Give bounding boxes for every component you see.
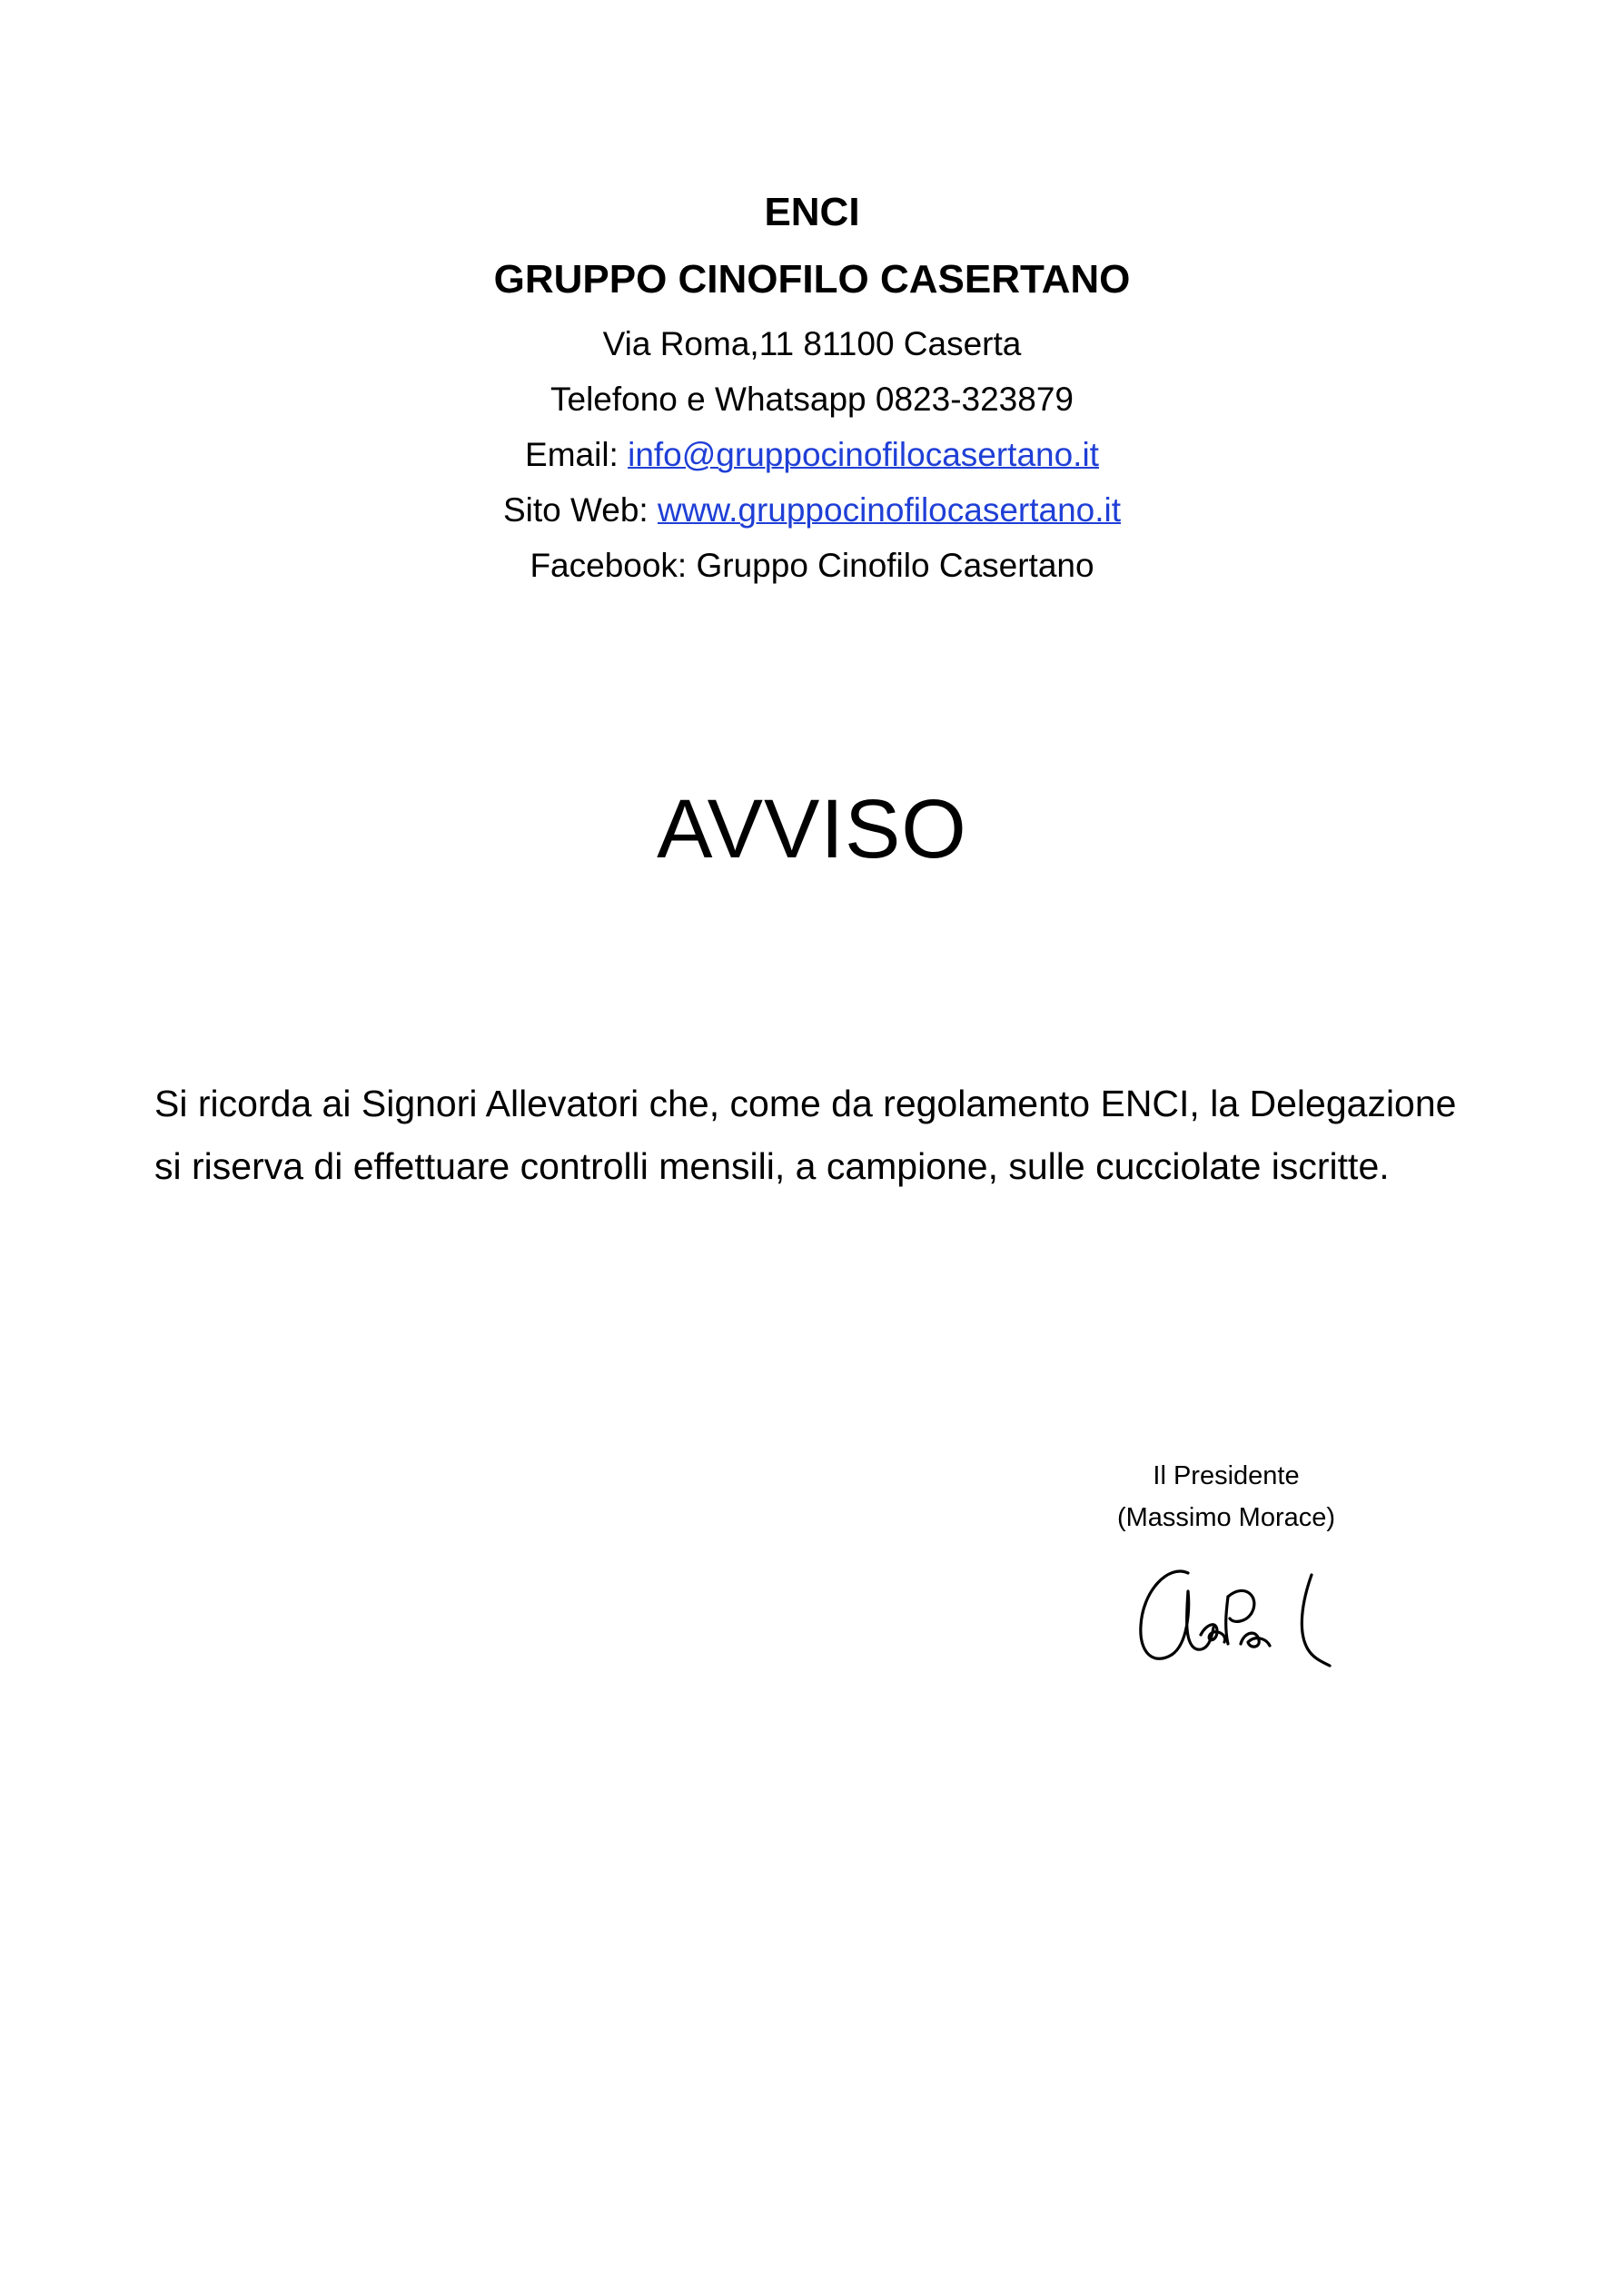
facebook-line: Facebook: Gruppo Cinofilo Casertano [530, 547, 1094, 584]
letterhead [0, 190, 1624, 584]
signatory-role: Il Presidente [1153, 1461, 1300, 1490]
website-link[interactable]: www.gruppocinofilocasertano.it [657, 491, 1122, 529]
signature-block [1072, 1455, 1381, 1539]
website-line [0, 493, 1624, 527]
group-name: GRUPPO CINOFILO CASERTANO [493, 257, 1131, 302]
address: Via Roma,11 81100 Caserta [602, 325, 1022, 362]
email-link[interactable]: info@gruppocinofilocasertano.it [628, 436, 1099, 473]
notice-title: AVVISO [657, 783, 967, 876]
phone: Telefono e Whatsapp 0823-323879 [550, 381, 1074, 418]
signatory-name: (Massimo Morace) [1116, 1503, 1336, 1532]
email-line [0, 438, 1624, 471]
org-name: ENCI [764, 190, 860, 234]
email-label: Email: [525, 436, 629, 473]
notice-body: Si ricorda ai Signori Allevatori che, come da regolamento ENCI, la Delegazione si riserva di effettuare controlli mensili, a campione, sulle cucciolate iscritte. [154, 1083, 1457, 1187]
website-label: Sito Web: [502, 491, 658, 529]
handwritten-signature [1134, 1555, 1338, 1668]
